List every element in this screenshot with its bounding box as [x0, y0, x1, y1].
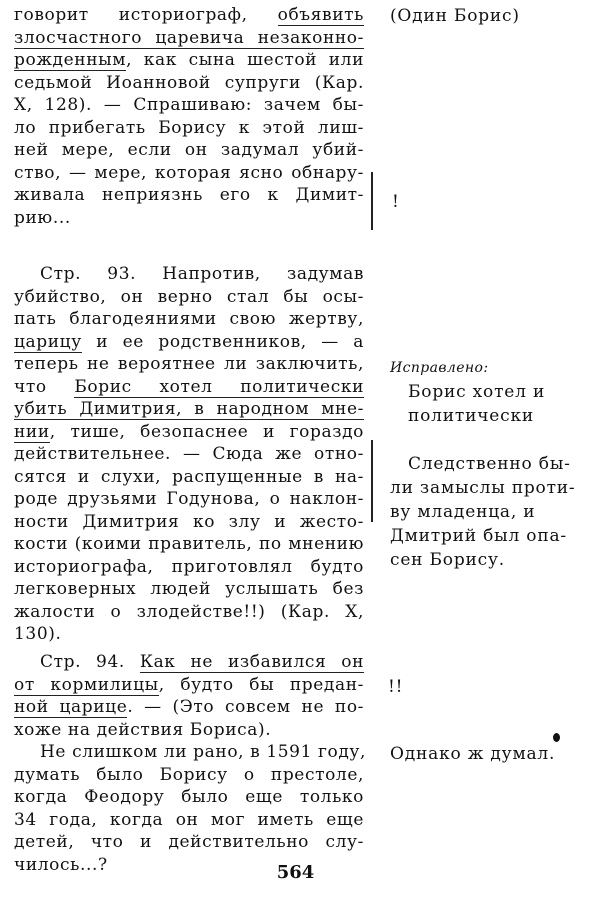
text-line: детей, что и действительно слу- — [14, 832, 364, 852]
text-line: хоже на действия Бориса). — [14, 719, 272, 740]
text-line — [14, 674, 364, 697]
text-segment: , будто бы предан- — [158, 674, 364, 695]
side-note-exclamation: ! — [392, 192, 400, 212]
text-segment: говорит историограф, — [14, 5, 278, 25]
text-line — [14, 376, 364, 399]
text-segment: , тише, безопаснее и гораздо — [49, 421, 364, 442]
text-line: кости (коими правитель, по мнению — [14, 534, 364, 554]
text-line: легковерных людей услышать без — [14, 579, 364, 599]
text-line: сен Борису. — [390, 550, 505, 570]
text-line: седьмой Иоанновой супруги (Кар. — [14, 72, 364, 93]
text-segment: что — [14, 376, 75, 397]
side-note-double-exclamation: !! — [388, 677, 404, 697]
underlined-text: злосчастного царевича незаконно- — [14, 27, 364, 48]
text-line: думать было Борису о престоле, — [14, 764, 364, 785]
text-line — [14, 651, 364, 674]
page-number: 564 — [276, 862, 315, 883]
text-line — [14, 331, 364, 354]
underlined-text: рожденным — [14, 50, 127, 70]
paragraph-block-3 — [14, 651, 364, 741]
underlined-text: объявить — [277, 5, 364, 25]
text-line: теперь не вероятнее ли заключить, — [14, 354, 364, 374]
text-line: ство, — мере, которая ясно обнару- — [14, 162, 364, 183]
underlined-text: Как не избавился он — [139, 652, 365, 672]
text-line: 130). — [14, 624, 62, 644]
text-segment: и ее родственников, — а — [81, 331, 364, 352]
side-note-conclusion — [390, 452, 575, 572]
text-line: Стр. 93. Напротив, задумав — [40, 264, 364, 284]
text-line: историографа, приготовлял будто — [14, 556, 364, 577]
text-segment: Стр. 94. — [40, 652, 140, 672]
side-note-correction — [408, 380, 545, 428]
text-line: ло прибегать Борису к этой лиш- — [14, 117, 364, 138]
text-line: когда Феодору было еще только — [14, 787, 364, 807]
text-line: живала неприязнь его к Димит- — [14, 185, 364, 205]
underlined-text: нии — [14, 421, 50, 442]
underlined-text: убить Димитрия, в народном мне- — [14, 399, 364, 419]
text-line: X, 128). — Спрашиваю: зачем бы- — [14, 95, 364, 115]
text-line: чилось...? — [14, 854, 108, 875]
text-line: рию... — [14, 207, 71, 228]
text-line — [14, 696, 364, 719]
text-segment: , как сына шестой или — [126, 50, 364, 70]
side-note-one-boris: (Один Борис) — [390, 6, 520, 26]
text-line: ву младенца, и — [390, 502, 536, 522]
text-line — [14, 421, 364, 444]
text-line: жалости о злодействе!!) (Кар. X, — [14, 601, 364, 622]
text-line: Не слишком ли рано, в 1591 году, — [40, 742, 367, 762]
text-segment: . — (Это совсем не по- — [127, 697, 364, 717]
margin-bar — [371, 172, 373, 230]
text-line: ности Димитрия ко злу и жесто- — [14, 511, 364, 532]
side-note-corrected-label: Исправлено: — [390, 360, 489, 376]
text-line: 34 года, когда он мог иметь еще — [14, 809, 364, 830]
text-line: убийство, он верно стал бы осы- — [14, 286, 364, 307]
text-line: ней мере, если он задумал убий- — [14, 140, 364, 160]
underlined-text: ной царице — [14, 697, 128, 717]
text-line: ли замыслы проти- — [390, 478, 576, 498]
text-line — [14, 4, 364, 27]
text-line — [14, 49, 364, 72]
text-line — [14, 398, 364, 421]
text-line: Борис хотел и — [408, 382, 546, 402]
ink-dot — [553, 733, 560, 742]
text-line: пать благодеяниями свою жертву, — [14, 309, 364, 329]
text-line — [14, 27, 364, 50]
margin-bar — [371, 440, 373, 522]
paragraph-block-1 — [14, 4, 364, 229]
paragraph-block-2 — [14, 263, 364, 646]
paragraph-block-4 — [14, 741, 367, 876]
underlined-text: Борис хотел политически — [74, 376, 364, 397]
underlined-text: от кормилицы — [14, 674, 159, 695]
text-line: роде друзьями Годунова, о наклон- — [14, 489, 364, 509]
side-note-however-thought: Однако ж думал. — [390, 744, 556, 764]
text-line: Дмитрий был опа- — [390, 526, 567, 546]
text-line: сятся и слухи, распущенные в на- — [14, 466, 364, 487]
text-line: политически — [408, 406, 535, 426]
text-line: Следственно бы- — [408, 454, 571, 474]
text-line: действительнее. — Сюда же отно- — [14, 444, 364, 464]
underlined-text: царицу — [14, 331, 82, 352]
